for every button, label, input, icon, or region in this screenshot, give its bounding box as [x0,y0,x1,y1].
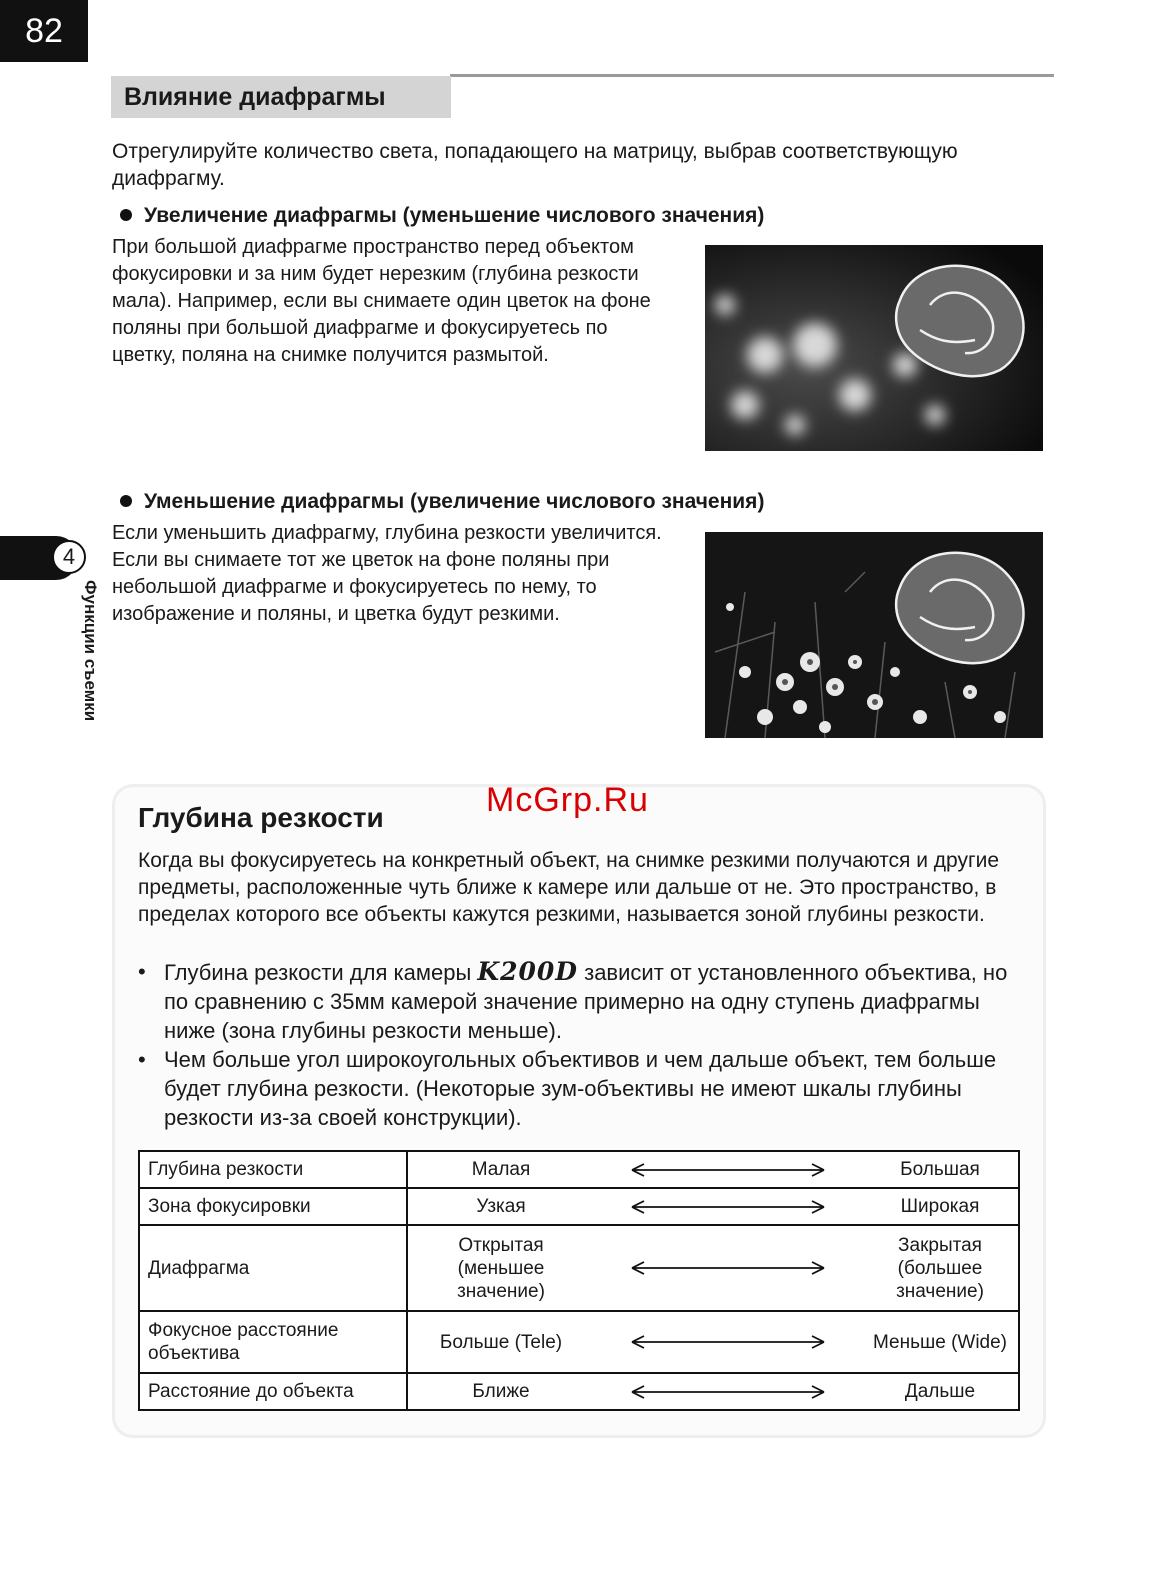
row-right-value: Закрытая (большее значение) [862,1225,1019,1311]
row-right-value: Большая [862,1151,1019,1188]
row-label: Диафрагма [139,1225,407,1311]
bullet-heading-small-aperture [112,490,764,514]
watermark: McGrp.Ru [486,781,649,819]
bullet-icon [120,209,132,221]
chapter-label: Функции съемки [81,580,100,722]
row-right-value: Дальше [862,1373,1019,1410]
row-left-value: Открытая (меньшее значение) [407,1225,594,1311]
row-left-value: Узкая [407,1188,594,1225]
camera-model-logo: K200D [477,957,578,986]
bullet-heading-large-aperture [112,204,764,228]
double-arrow-icon [594,1373,862,1410]
intro-text: Отрегулируйте количество света, попадающего на матрицу, выбрав соответствующую диафрагму. [112,140,958,190]
bullet-icon [120,495,132,507]
double-arrow-icon [594,1225,862,1311]
chapter-number: 4 [52,540,86,574]
box-bullet-list [136,957,1036,1132]
bullet-text-after: зависит от установленного объектива, но по сравнению с 35мм камерой значение примерно на одну ступень диафрагмы ниже (зона глубины резкости меньше). [164,960,1008,1043]
depth-of-field-table [138,1150,1020,1411]
table-row [139,1373,1019,1410]
row-label: Зона фокусировки [139,1188,407,1225]
row-right-value: Меньше (Wide) [862,1311,1019,1373]
row-label: Расстояние до объекта [139,1373,407,1410]
row-label: Фокусное расстояние объектива [139,1311,407,1373]
row-label: Глубина резкости [139,1151,407,1188]
small-aperture-text: Если уменьшить диафрагму, глубина резкости увеличится. Если вы снимаете тот же цветок на фоне поляны при небольшой диафрагме и фокусируетесь по нему, то изображение и поляны, и цветка будут резкими. [112,522,662,625]
header-rule [450,74,1054,77]
row-right-value: Широкая [862,1188,1019,1225]
table-row [139,1311,1019,1373]
large-aperture-text: При большой диафрагме пространство перед объектом фокусировки и за ним будет нерезким (глубина резкости мала). Например, если вы снимаете один цветок на фоне поляны при большой диафрагме и фокусируетесь по цветку, поляна на снимке получится размытой. [112,236,651,366]
table-row [139,1188,1019,1225]
bullet-heading-text: Увеличение диафрагмы (уменьшение числового значения) [144,204,765,227]
table-row [139,1151,1019,1188]
photo-deep-dof [705,532,1043,738]
page-number: 82 [0,0,88,62]
bullet-text-before: Глубина резкости для камеры [164,960,472,985]
photo-shallow-dof [705,245,1043,451]
box-text: Когда вы фокусируетесь на конкретный объект, на снимке резкими получаются и другие предметы, расположенные чуть ближе к камере или дальше от не. Это пространство, в пределах которого все объекты кажутся резкими, называется зоной глубины резкости. [138,849,1000,926]
double-arrow-icon [594,1311,862,1373]
section-title: Влияние диафрагмы [111,76,451,118]
row-left-value: Малая [407,1151,594,1188]
row-left-value: Ближе [407,1373,594,1410]
table-row [139,1225,1019,1311]
double-arrow-icon [594,1151,862,1188]
double-arrow-icon [594,1188,862,1225]
bullet-heading-text: Уменьшение диафрагмы (увеличение числового значения) [144,490,765,513]
box-title: Глубина резкости [138,802,384,833]
row-left-value: Больше (Tele) [407,1311,594,1373]
box-bullet-item [136,957,1036,1045]
box-bullet-item: • Чем больше угол широкоугольных объективов и чем дальше объект, тем больше будет глубина резкости. (Некоторые зум-объективы не имеют шкалы глубины резкости из-за своей конструкции). [136,1045,1036,1132]
